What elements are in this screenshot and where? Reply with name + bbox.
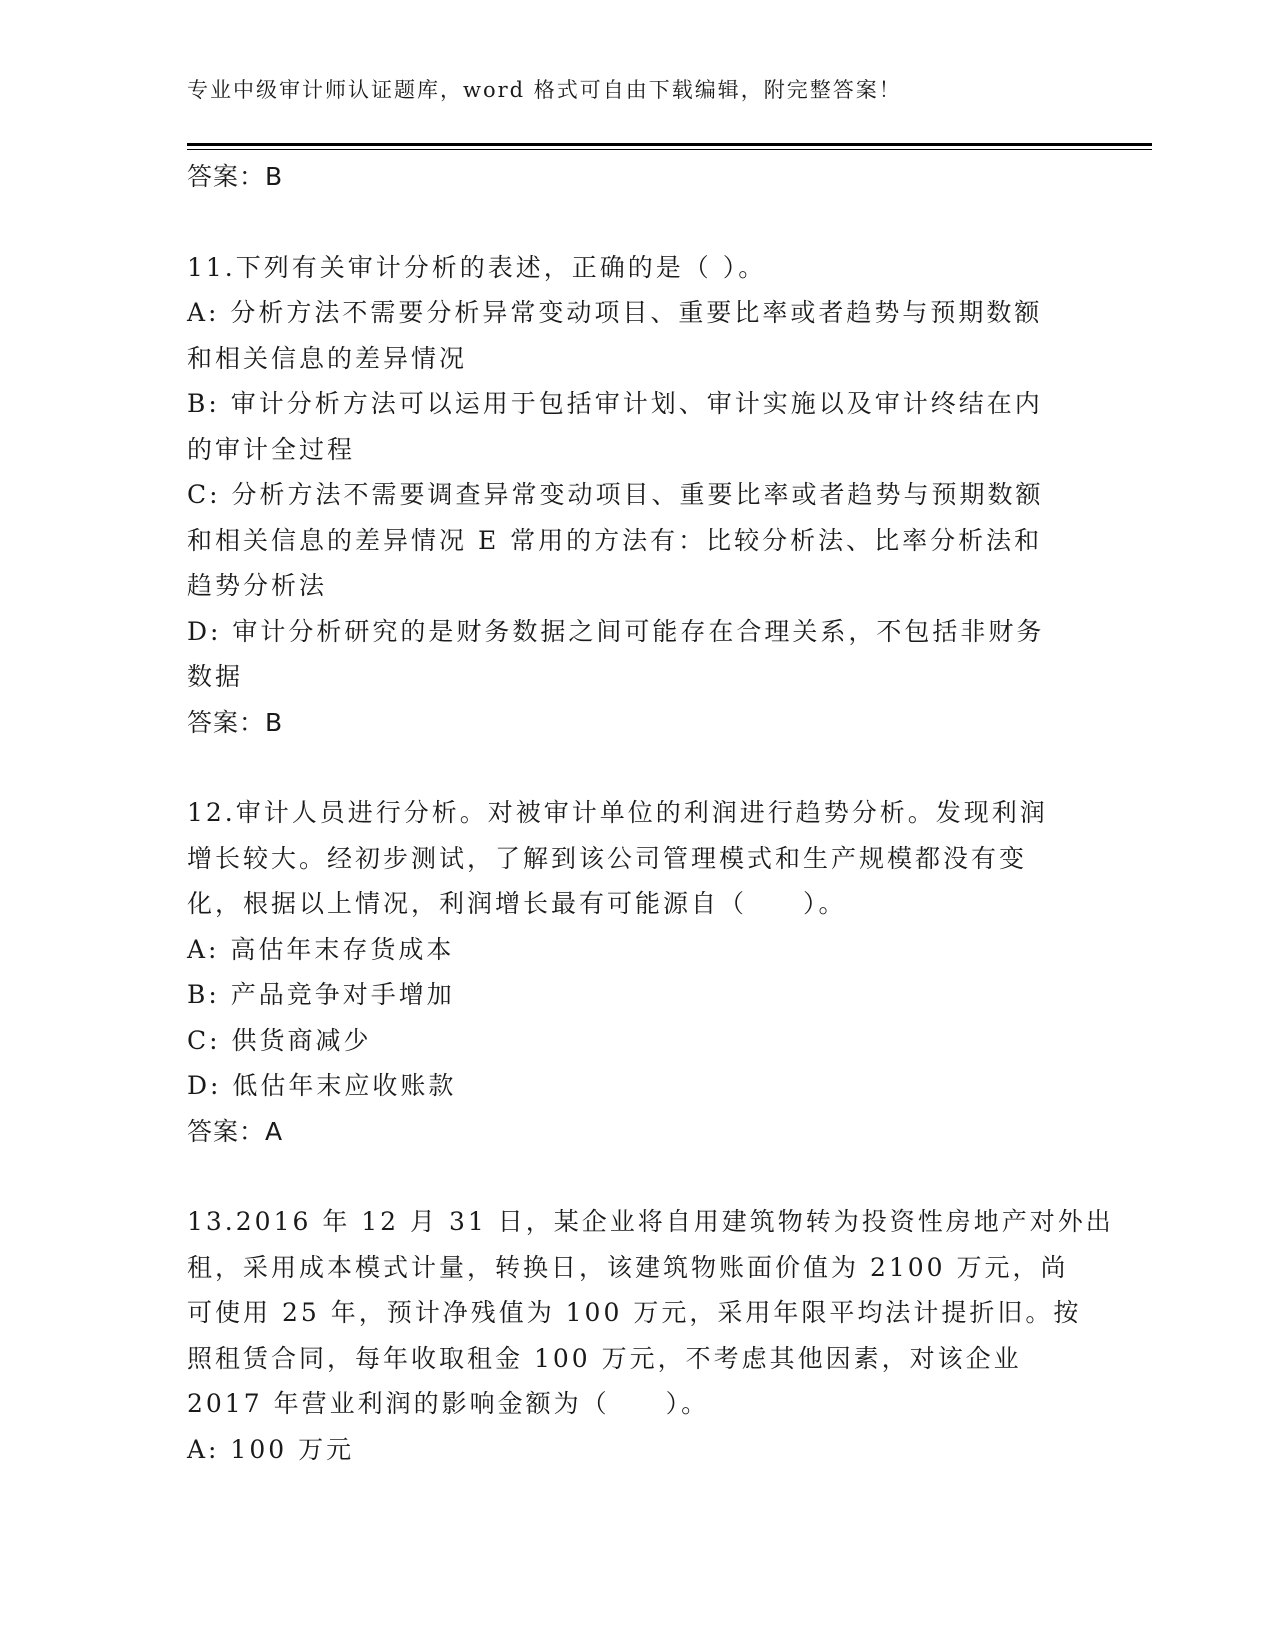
question-13: [187, 1199, 1114, 1472]
option-line: A: 分析方法不需要分析异常变动项目、重要比率或者趋势与预期数额: [187, 298, 1043, 327]
question-stem-line: 化，根据以上情况，利润增长最有可能源自（ ）。: [187, 889, 847, 918]
option-d: [187, 609, 1087, 700]
option-c: [187, 472, 1087, 609]
option-line: 趋势分析法: [187, 571, 328, 600]
question-stem-line: 可使用 25 年，预计净残值为 100 万元，采用年限平均法计提折旧。按: [187, 1298, 1082, 1327]
question-stem-line: 照租赁合同，每年收取租金 100 万元，不考虑其他因素，对该企业: [187, 1343, 1022, 1373]
spacer: [187, 745, 1087, 790]
question-stem: 11.下列有关审计分析的表述，正确的是（ ）。: [187, 252, 767, 282]
header-rule-thick: [187, 143, 1152, 146]
answer: 答案：A: [187, 1116, 284, 1146]
option-line: D: 审计分析研究的是财务数据之间可能存在合理关系，不包括非财务: [187, 616, 1045, 646]
option-line: 的审计全过程: [187, 434, 356, 464]
document-body: [187, 154, 1114, 1472]
question-stem-line: 2017 年营业利润的影响金额为（ ）。: [187, 1389, 710, 1418]
option-line: 和相关信息的差异情况: [187, 343, 468, 373]
question-stem-line: 租，采用成本模式计量，转换日，该建筑物账面价值为 2100 万元，尚: [187, 1252, 1069, 1282]
spacer: [187, 200, 1087, 245]
option-a: [187, 290, 1087, 381]
answer: 答案：B: [187, 707, 284, 737]
option-c: C: 供货商减少: [187, 1025, 372, 1055]
page-header: 专业中级审计师认证题库，word 格式可自由下载编辑，附完整答案！: [187, 78, 902, 102]
option-a: A: 高估年末存货成本: [187, 934, 455, 964]
option-b: B: 产品竞争对手增加: [187, 980, 455, 1009]
option-line: 和相关信息的差异情况 E 常用的方法有：比较分析法、比率分析法和: [187, 525, 1043, 555]
question-stem-line: 12.审计人员进行分析。对被审计单位的利润进行趋势分析。发现利润: [187, 798, 1048, 827]
option-b: [187, 381, 1087, 472]
option-line: C: 分析方法不需要调查异常变动项目、重要比率或者趋势与预期数额: [187, 480, 1044, 509]
spacer: [187, 1154, 1087, 1199]
option-a: A: 100 万元: [187, 1434, 355, 1464]
option-line: 数据: [187, 662, 244, 691]
header-rule-thin: [187, 149, 1152, 150]
answer-prev: 答案：B: [187, 162, 284, 191]
question-stem-line: 13.2016 年 12 月 31 日，某企业将自用建筑物转为投资性房地产对外出: [187, 1207, 1114, 1236]
question-stem-line: 增长较大。经初步测试，了解到该公司管理模式和生产规模都没有变: [187, 843, 1028, 873]
question-11: [187, 245, 1087, 746]
option-line: B: 审计分析方法可以运用于包括审计划、审计实施以及审计终结在内: [187, 389, 1043, 418]
option-d: D: 低估年末应收账款: [187, 1071, 457, 1100]
question-12: [187, 790, 1087, 1154]
